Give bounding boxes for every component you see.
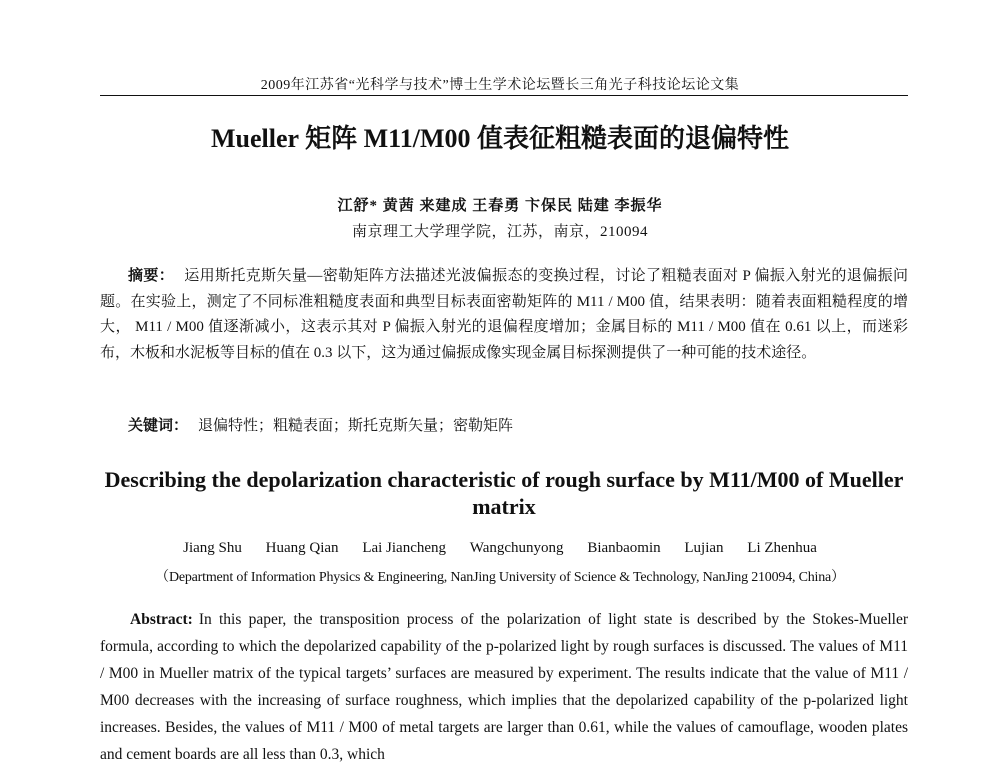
english-authors (0, 540, 1000, 557)
english-title: Describing the depolarization characteristic of rough surface by M11/M00 of Mueller matrix (104, 467, 904, 519)
chinese-title: Mueller 矩阵 M11/M00 值表征粗糙表面的退偏特性 (211, 124, 789, 153)
chinese-abstract-label: 摘要： (128, 268, 175, 284)
author-name: Huang Qian (265, 540, 339, 556)
author-name: Li Zhenhua (747, 540, 817, 556)
chinese-abstract-text: 运用斯托克斯矢量—密勒矩阵方法描述光波偏振态的变换过程，讨论了粗糙表面对 P 偏振入射光的退偏振问题。在实验上，测定了不同标准粗糙度表面和典型目标表面密勒矩阵的 M11 / M00 值，结果表明：随着表面粗糙程度的增大， M11 / M00 值逐渐减小，这表示其对 P 偏振入射光的退偏程度增加；金属目标的 M11 / M00 值在 0.61 以上，而迷彩布，木板和水泥板等目标的值在 0.3 以下，这为通过偏振成像实现金属目标探测提供了一种可能的技术途径。 (100, 268, 908, 361)
header-rule (100, 95, 908, 96)
author-name: Bianbaomin (587, 540, 661, 556)
english-abstract-text: In this paper, the transposition process of the polarization of light state is described by the Stokes-Mueller formula, according to which the depolarized capability of the p-polarized light by rough surfaces is discussed. The values of M11 / M00 in Mueller matrix of the typical targets’ surfaces are measured by experiment. The results indicate that the value of M11 / M00 decreases with the increasing of surface roughness, which implies that the depolarized capability of the p-polarized light increases. Besides, the values of M11 / M00 of metal targets are larger than 0.61, while the values of camouflage, wooden plates and cement boards are all less than 0.3, which (100, 611, 908, 763)
chinese-affiliation: 南京理工大学理学院，江苏，南京，210094 (351, 224, 648, 240)
chinese-authors: 江舒* 黄茜 来建成 王春勇 卞保民 陆建 李振华 (337, 198, 663, 214)
running-head: 2009年江苏省“光科学与技术”博士生学术论坛暨长三角光子科技论坛论文集 (260, 78, 740, 93)
author-name: Wangchunyong (469, 540, 564, 556)
chinese-keywords-text: 退偏特性；粗糙表面；斯托克斯矢量；密勒矩阵 (198, 418, 514, 434)
chinese-abstract (100, 264, 908, 366)
english-abstract-label: Abstract: (130, 611, 193, 628)
english-affiliation: （Department of Information Physics & Engineering, NanJing University of Science & Technology, NanJing 210094, China） (155, 570, 845, 585)
english-abstract (100, 606, 908, 768)
author-name: Jiang Shu (183, 540, 242, 556)
chinese-keywords (128, 414, 908, 435)
chinese-keywords-label: 关键词： (128, 418, 189, 434)
author-name: Lujian (684, 540, 724, 556)
author-name: Lai Jiancheng (362, 540, 447, 556)
